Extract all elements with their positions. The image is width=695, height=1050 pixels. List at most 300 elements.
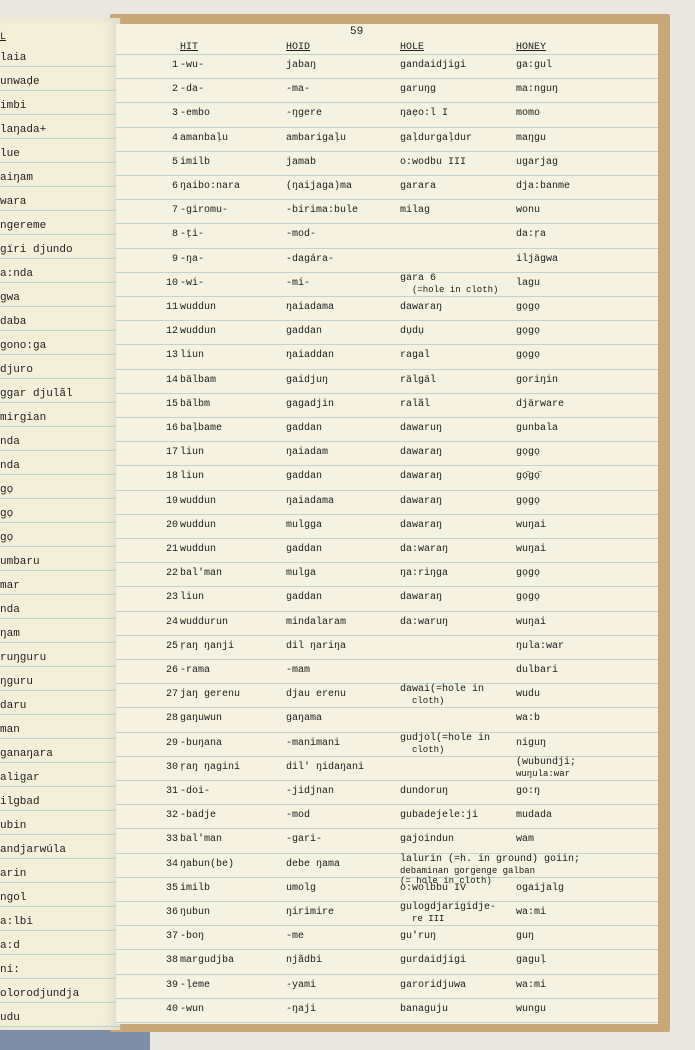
table-row	[116, 854, 658, 886]
cell-honey: dulbari	[516, 665, 559, 676]
left-entry: wara	[0, 196, 27, 208]
table-row	[116, 471, 658, 495]
header-hoid: HOID	[286, 42, 311, 53]
cell-hoid: ŋaiaddan	[286, 350, 335, 361]
cell-honey: gọgọ	[516, 326, 541, 337]
cell-num: 21	[165, 544, 178, 555]
cell-hoid: dil' ŋidaŋani	[286, 762, 365, 773]
cell-num: 14	[165, 375, 178, 386]
cell-num: 34	[165, 859, 178, 870]
left-entry: ubin	[0, 820, 27, 832]
cell-hit: jaŋ gerenu	[180, 689, 241, 700]
cell-num: 29	[165, 738, 178, 749]
cell-num: 33	[165, 834, 178, 845]
left-rule	[0, 114, 120, 115]
cell-num: 11	[165, 302, 178, 313]
cell-num: 8	[171, 229, 178, 240]
left-entry: ggar djulãl	[0, 388, 73, 400]
table-row	[116, 447, 658, 471]
left-entry: ngereme	[0, 220, 47, 232]
cell-hit: ṛaŋ ŋanji	[180, 641, 235, 652]
cell-hole: gajoindun	[400, 834, 455, 845]
cell-hole: gu'ruŋ	[400, 931, 437, 942]
left-entry: andjarwúla	[0, 844, 67, 856]
table-row	[116, 108, 658, 132]
cell-hoid: ambarigaḷu	[286, 133, 347, 144]
left-entry: ilgbad	[0, 796, 40, 808]
cell-honey: maŋgu	[516, 133, 547, 144]
left-entry: imbi	[0, 100, 27, 112]
header-hole: HOLE	[400, 42, 425, 53]
table-row	[116, 60, 658, 84]
cell-num: 17	[165, 447, 178, 458]
cell-hit: bal'man	[180, 834, 223, 845]
cell-num: 4	[171, 133, 178, 144]
cell-hoid: gaddan	[286, 423, 323, 434]
cell-hit: -buŋana	[180, 738, 223, 749]
table-row	[116, 810, 658, 834]
cell-honey: djärware	[516, 399, 565, 410]
cell-hole-line2: cloth)	[412, 745, 445, 755]
cell-honey: ogaijalg	[516, 883, 565, 894]
cell-hole: o:wolbbu IV	[400, 883, 467, 894]
cell-hoid: -dagára-	[286, 254, 335, 265]
left-entry: gọ	[0, 484, 14, 496]
cell-hoid: mulgga	[286, 520, 323, 531]
cell-hoid: mindalaram	[286, 617, 347, 628]
table-row	[116, 520, 658, 544]
left-rule	[0, 834, 120, 835]
cell-hit: bälbam	[180, 375, 217, 386]
table-row	[116, 786, 658, 810]
cell-hole: da:waruŋ	[400, 617, 449, 628]
cell-num: 23	[165, 592, 178, 603]
cell-hit: imilb	[180, 157, 211, 168]
cell-num: 18	[165, 471, 178, 482]
cell-num: 7	[171, 205, 178, 216]
cell-hole: ralãl	[400, 399, 431, 410]
cell-honey: gọgọ	[516, 496, 541, 507]
left-rule	[0, 474, 120, 475]
cell-hoid: -manimani	[286, 738, 341, 749]
cell-honey: gọgọ	[516, 350, 541, 361]
cell-honey: momo	[516, 108, 541, 119]
cell-hit: bal'man	[180, 568, 223, 579]
left-entry: lue	[0, 148, 20, 160]
cell-hoid: -mod-	[286, 229, 317, 240]
cell-hole: gara 6	[400, 273, 437, 284]
table-row	[116, 423, 658, 447]
cell-honey: wa:mi	[516, 980, 547, 991]
left-entry: arin	[0, 868, 27, 880]
cell-honey: wungu	[516, 1004, 547, 1015]
left-rule	[0, 258, 120, 259]
cell-hoid: gagadjin	[286, 399, 335, 410]
left-rule	[0, 642, 120, 643]
cell-hole: gaḷdurgaḷdur	[400, 133, 473, 144]
cell-honey: niguŋ	[516, 738, 547, 749]
cell-hoid: -mod	[286, 810, 311, 821]
left-rule	[0, 594, 120, 595]
left-rule	[0, 138, 120, 139]
left-rule	[0, 714, 120, 715]
table-row	[116, 181, 658, 205]
cell-hit: ŋubun	[180, 907, 211, 918]
left-rule	[0, 90, 120, 91]
table-row	[116, 713, 658, 737]
left-rule	[0, 330, 120, 331]
cell-num: 2	[171, 84, 178, 95]
left-rule	[0, 762, 120, 763]
cell-honey: dja:banme	[516, 181, 571, 192]
cell-hit: wuddurun	[180, 617, 229, 628]
left-entry: unwaḍe	[0, 76, 40, 88]
left-rule	[0, 498, 120, 499]
cell-num: 26	[165, 665, 178, 676]
left-entry: a:d	[0, 940, 20, 952]
cell-hoid: -jidjnan	[286, 786, 335, 797]
cell-honey: wa:mi	[516, 907, 547, 918]
left-rule	[0, 546, 120, 547]
left-entry: ŋguru	[0, 676, 34, 688]
cell-hoid: -me	[286, 931, 305, 942]
cell-hit: wuddun	[180, 326, 217, 337]
cell-num: 10	[165, 278, 178, 289]
cell-num: 36	[165, 907, 178, 918]
cell-hoid: gaidjuŋ	[286, 375, 329, 386]
cell-hit: -boŋ	[180, 931, 205, 942]
cell-hole: dawai(=hole in	[400, 684, 485, 695]
cell-hoid: -yami	[286, 980, 317, 991]
left-rule	[0, 186, 120, 187]
cell-hole: dawaraŋ	[400, 447, 443, 458]
cell-hoid: -ma-	[286, 84, 311, 95]
cell-hit: -rama	[180, 665, 211, 676]
cell-hit: ŋaibo:nara	[180, 181, 241, 192]
left-rule	[0, 618, 120, 619]
left-entry: mar	[0, 580, 20, 592]
cell-num: 1	[171, 60, 178, 71]
cell-num: 38	[165, 955, 178, 966]
cell-hit: -ṭi-	[180, 229, 205, 240]
cell-hoid: djau erenu	[286, 689, 347, 700]
cell-hoid: -mam	[286, 665, 311, 676]
table-row	[116, 641, 658, 665]
cell-num: 12	[165, 326, 178, 337]
cell-hole: lalurin (=h. in ground) goiin;	[400, 854, 581, 865]
table-row	[116, 326, 658, 350]
left-rule	[0, 906, 120, 907]
left-entry: aiŋam	[0, 172, 34, 184]
cell-honey: lagu	[516, 278, 541, 289]
cell-hoid: umolg	[286, 883, 317, 894]
left-rule	[0, 306, 120, 307]
cell-hit: wuddun	[180, 302, 217, 313]
cell-hole-line2: re III	[412, 914, 445, 924]
cell-honey: mudada	[516, 810, 553, 821]
cell-hit: margudjba	[180, 955, 235, 966]
left-rule	[0, 450, 120, 451]
cell-hit: -wu-	[180, 60, 205, 71]
cell-honey: wuŋai	[516, 617, 547, 628]
left-entry: nda	[0, 436, 20, 448]
cell-hole: da:waraŋ	[400, 544, 449, 555]
left-rule	[0, 858, 120, 859]
cell-honey: gọgọ	[516, 568, 541, 579]
left-entry: ganaŋara	[0, 748, 53, 760]
cell-honey: (wubundji;	[516, 757, 577, 768]
cell-hole-line3: (= hole in cloth)	[400, 876, 492, 886]
table-row	[116, 133, 658, 157]
cell-hole: rälgäl	[400, 375, 437, 386]
cell-hole: ŋaẹo:l I	[400, 108, 449, 119]
table-row	[116, 399, 658, 423]
cell-hole: o:wodbu III	[400, 157, 467, 168]
cell-hole: banaguju	[400, 1004, 449, 1015]
table-row	[116, 757, 658, 786]
left-entry: nda	[0, 604, 20, 616]
cell-hit: baḷbame	[180, 423, 223, 434]
left-entry: aligar	[0, 772, 40, 784]
page-number: 59	[350, 26, 364, 38]
cell-hoid: ŋaiadama	[286, 302, 335, 313]
table-row	[116, 883, 658, 907]
left-rule	[0, 162, 120, 163]
cell-hoid: dil ŋariŋa	[286, 641, 347, 652]
cell-num: 40	[165, 1004, 178, 1015]
cell-hole: milag	[400, 205, 431, 216]
cell-hit: liun	[180, 447, 205, 458]
table-row	[116, 84, 658, 108]
left-rule	[0, 378, 120, 379]
table-row	[116, 665, 658, 689]
cell-honey: go:ŋ	[516, 786, 541, 797]
cell-hit: wuddun	[180, 544, 217, 555]
table-row	[116, 902, 658, 931]
header-hit: HIT	[180, 42, 199, 53]
left-rule	[0, 66, 120, 67]
cell-hole: dawaraŋ	[400, 592, 443, 603]
left-entry: mirgian	[0, 412, 47, 424]
cell-hole-line2: cloth)	[412, 696, 445, 706]
left-rule	[0, 810, 120, 811]
cell-num: 9	[171, 254, 178, 265]
cell-hole: gudjol(=hole in	[400, 733, 491, 744]
cell-honey: ga:gul	[516, 60, 553, 71]
left-header: L	[0, 32, 7, 43]
cell-hoid: gaŋama	[286, 713, 323, 724]
cell-hoid: mulga	[286, 568, 317, 579]
left-rule	[0, 738, 120, 739]
cell-hole: garoridjuwa	[400, 980, 467, 991]
cell-honey: wonu	[516, 205, 541, 216]
cell-num: 22	[165, 568, 178, 579]
cell-hole: dawaraŋ	[400, 520, 443, 531]
left-rule	[0, 690, 120, 691]
cell-honey: gọgọ	[516, 302, 541, 313]
cell-honey: wudu	[516, 689, 541, 700]
cell-hit: liun	[180, 350, 205, 361]
cell-honey: goriŋin	[516, 375, 559, 386]
left-rule	[0, 1026, 120, 1027]
cell-num: 24	[165, 617, 178, 628]
cell-hole: gubadejele:ji	[400, 810, 479, 821]
cell-honey: gọgọ	[516, 447, 541, 458]
cell-num: 19	[165, 496, 178, 507]
left-entry: a:nda	[0, 268, 34, 280]
cell-num: 15	[165, 399, 178, 410]
left-rule	[0, 882, 120, 883]
left-rule	[0, 930, 120, 931]
cell-honey: gọgọ	[516, 592, 541, 603]
table-row	[116, 496, 658, 520]
cell-hit: -ḷeme	[180, 980, 211, 991]
cell-num: 39	[165, 980, 178, 991]
left-entry: udu	[0, 1012, 20, 1024]
left-rule	[0, 1002, 120, 1003]
left-entry: ŋam	[0, 628, 20, 640]
left-rule	[0, 666, 120, 667]
left-entry: laia	[0, 52, 27, 64]
cell-hoid: -ŋgere	[286, 108, 323, 119]
cell-hoid: ŋaiadama	[286, 496, 335, 507]
cell-num: 32	[165, 810, 178, 821]
cell-hole: garara	[400, 181, 437, 192]
left-entry: gïri djundo	[0, 244, 73, 256]
cell-hole: gurdaidjigi	[400, 955, 467, 966]
cell-num: 27	[165, 689, 178, 700]
table-row	[116, 684, 658, 713]
left-entry: a:lbi	[0, 916, 34, 928]
cell-hole: dawaraŋ	[400, 471, 443, 482]
cell-honey: wa:b	[516, 713, 541, 724]
table-row	[116, 157, 658, 181]
ruled-line	[116, 54, 658, 55]
left-entry: gọ	[0, 508, 14, 520]
cell-honey: gaguḷ	[516, 955, 547, 966]
left-page	[0, 18, 121, 1030]
cell-num: 3	[171, 108, 178, 119]
left-rule	[0, 402, 120, 403]
cell-hit: -da-	[180, 84, 205, 95]
left-entry: gọ	[0, 532, 14, 544]
left-rule	[0, 282, 120, 283]
cell-hit: -embo	[180, 108, 211, 119]
table-row	[116, 273, 658, 302]
cell-hole: dụdụ	[400, 326, 425, 337]
cell-hit: liun	[180, 592, 205, 603]
cell-honey: gunbala	[516, 423, 559, 434]
cell-honey: ugarjag	[516, 157, 559, 168]
cell-honey: ma:nguŋ	[516, 84, 559, 95]
cell-hoid: -ŋaji	[286, 1004, 317, 1015]
table-row	[116, 229, 658, 253]
table-row	[116, 302, 658, 326]
cell-hoid: (ŋaijaga)ma	[286, 181, 353, 192]
left-rule	[0, 570, 120, 571]
cell-hit: ŋabun(be)	[180, 859, 235, 870]
cell-hit: gaŋuwun	[180, 713, 223, 724]
cell-honey: wuŋai	[516, 544, 547, 555]
cell-hole: dawaraŋ	[400, 302, 443, 313]
left-rule	[0, 354, 120, 355]
left-entry: ruŋguru	[0, 652, 47, 664]
left-entry: nda	[0, 460, 20, 472]
cell-hole: dundoruŋ	[400, 786, 449, 797]
cell-hole: gandaidjigi	[400, 60, 467, 71]
left-rule	[0, 786, 120, 787]
table-row	[116, 931, 658, 955]
table-row	[116, 980, 658, 1004]
cell-hole-line2: debaminan gorgenge galban	[400, 866, 536, 876]
table-row	[116, 592, 658, 616]
table-row	[116, 617, 658, 641]
table-row	[116, 350, 658, 374]
cell-hit: -ŋa-	[180, 254, 205, 265]
left-rule	[0, 234, 120, 235]
cell-num: 6	[171, 181, 178, 192]
table-row	[116, 955, 658, 979]
cell-hit: amanbaḷu	[180, 133, 229, 144]
cell-hit: -badje	[180, 810, 217, 821]
cell-honey: wuŋai	[516, 520, 547, 531]
cell-hole: ŋa:riŋga	[400, 568, 449, 579]
cell-hit: imilb	[180, 883, 211, 894]
right-page	[116, 24, 658, 1024]
cell-num: 35	[165, 883, 178, 894]
table-row	[116, 1004, 658, 1024]
cell-num: 28	[165, 713, 178, 724]
left-entry: daru	[0, 700, 27, 712]
cell-hole: garuŋg	[400, 84, 437, 95]
cell-hit: -wun	[180, 1004, 205, 1015]
left-rule	[0, 978, 120, 979]
cell-hoid: gaddan	[286, 326, 323, 337]
table-row	[116, 254, 658, 278]
cell-num: 31	[165, 786, 178, 797]
table-row	[116, 205, 658, 229]
cell-num: 20	[165, 520, 178, 531]
left-rule	[0, 210, 120, 211]
cell-honey-line2: wuŋula:war	[516, 769, 571, 779]
cell-honey: guŋ	[516, 931, 535, 942]
cell-hole: dawaraŋ	[400, 496, 443, 507]
cell-honey: ŋula:war	[516, 641, 565, 652]
cell-num: 30	[165, 762, 178, 773]
cell-hit: wuddun	[180, 520, 217, 531]
cell-honey: gọ̈gọ̈	[516, 471, 541, 482]
left-entry: gono:ga	[0, 340, 47, 352]
cell-num: 5	[171, 157, 178, 168]
cell-hit: bälbm	[180, 399, 211, 410]
cell-hoid: gaddan	[286, 592, 323, 603]
left-entry: olorodjundja	[0, 988, 80, 1000]
cell-hit: wuddun	[180, 496, 217, 507]
cell-hoid: debe ŋama	[286, 859, 341, 870]
cell-hoid: jamab	[286, 157, 317, 168]
left-entry: laŋada+	[0, 124, 47, 136]
left-entry: ní:	[0, 964, 20, 976]
cell-honey: iljägwa	[516, 254, 559, 265]
table-row	[116, 733, 658, 762]
cell-hole-line2: (=hole in cloth)	[412, 285, 499, 295]
cell-hoid: njãdbi	[286, 955, 323, 966]
cell-hit: liun	[180, 471, 205, 482]
left-entry: gwa	[0, 292, 20, 304]
cell-num: 16	[165, 423, 178, 434]
cell-hit: ṛaŋ ŋagini	[180, 762, 241, 773]
cell-num: 37	[165, 931, 178, 942]
